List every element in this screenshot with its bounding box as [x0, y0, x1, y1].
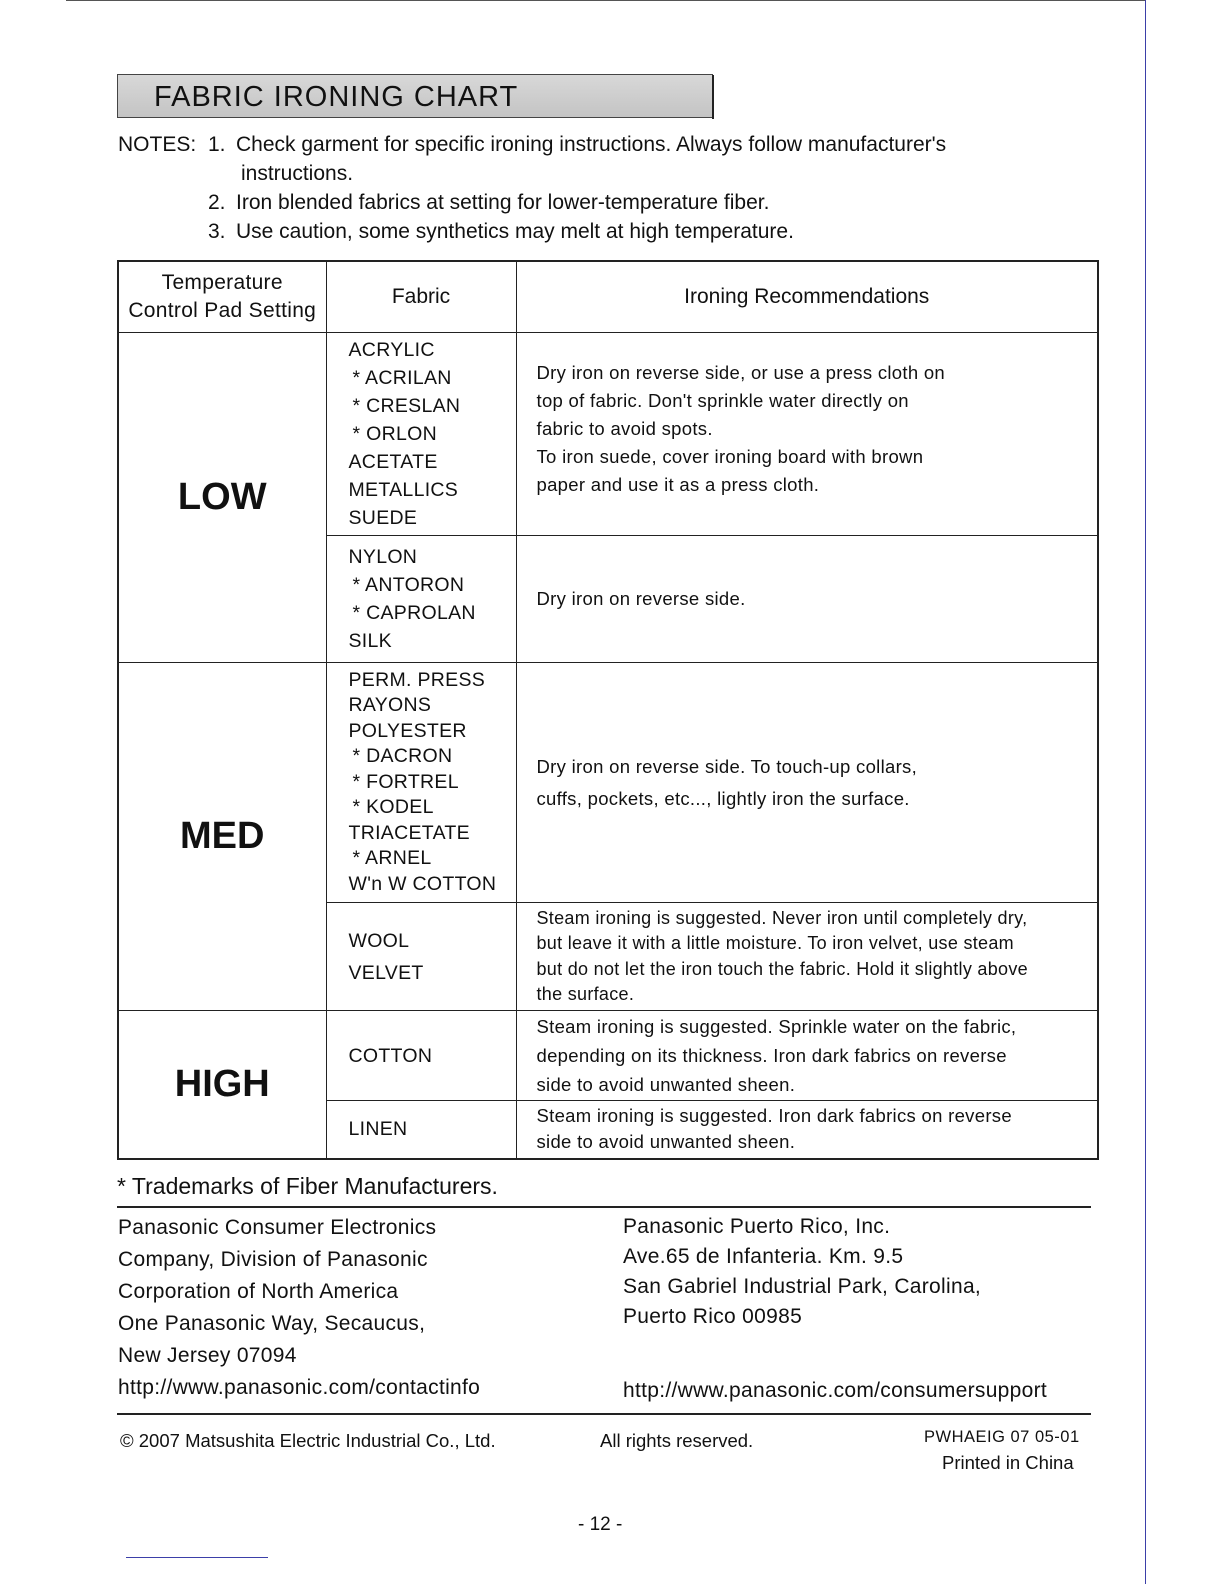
page-border-right — [1145, 0, 1146, 1584]
recommendation-line: side to avoid unwanted sheen. — [536, 1131, 796, 1153]
fabric-item: NYLON — [348, 546, 418, 568]
fabric-item: * ANTORON — [352, 574, 465, 596]
address-line: Panasonic Consumer Electronics — [118, 1216, 437, 1239]
recommendation-line: Dry iron on reverse side. To touch-up collars, — [536, 755, 918, 777]
notes-section — [118, 130, 1078, 246]
address-line: Company, Division of Panasonic — [118, 1248, 428, 1271]
setting-med: MED — [118, 663, 326, 1011]
address-line: Puerto Rico 00985 — [623, 1305, 803, 1328]
address-spacer — [623, 1332, 1047, 1376]
recommendation-line: but leave it with a little moisture. To iron velvet, use steam — [536, 933, 1014, 953]
fabric-list — [326, 1101, 516, 1159]
recommendation-line: cuffs, pockets, etc..., lightly iron the surface. — [536, 787, 910, 809]
fabric-item: SUEDE — [348, 507, 418, 529]
note-number: 1. — [208, 133, 226, 156]
address-line: New Jersey 07094 — [118, 1344, 297, 1367]
recommendation-cell — [516, 536, 1098, 663]
note-text-continued: instructions. — [241, 162, 354, 185]
fabric-item: ACETATE — [348, 451, 438, 473]
recommendation-line: depending on its thickness. Iron dark fabrics on reverse — [536, 1045, 1007, 1066]
note-text: Iron blended fabrics at setting for lower-temperature fiber. — [236, 191, 770, 214]
fabric-list — [326, 1011, 516, 1101]
note-text: Use caution, some synthetics may melt at high temperature. — [236, 220, 794, 243]
fabric-item: ACRYLIC — [348, 339, 435, 361]
recommendation-line: paper and use it as a press cloth. — [536, 474, 820, 495]
recommendation-line: but do not let the iron touch the fabric. Hold it slightly above — [536, 958, 1028, 979]
printed-in: Printed in China — [942, 1452, 1074, 1473]
address-line: Panasonic Puerto Rico, Inc. — [623, 1215, 891, 1238]
recommendation-cell — [516, 663, 1098, 903]
recommendation-cell — [516, 1011, 1098, 1101]
fabric-list — [326, 903, 516, 1011]
note-number: 2. — [208, 191, 226, 214]
address-us — [118, 1212, 480, 1404]
header-recommendations: Ironing Recommendations — [516, 261, 1098, 333]
fabric-list — [326, 536, 516, 663]
page-number: - 12 - — [578, 1514, 623, 1535]
fabric-item: WOOL — [348, 929, 410, 952]
recommendation-line: fabric to avoid spots. — [536, 418, 713, 439]
fabric-item: * KODEL — [352, 796, 434, 819]
contact-link[interactable]: http://www.panasonic.com/contactinfo — [118, 1376, 481, 1399]
fabric-item: TRIACETATE — [348, 821, 470, 844]
table-header-row — [118, 261, 1098, 333]
support-link[interactable]: http://www.panasonic.com/consumersupport — [623, 1379, 1048, 1402]
address-puerto-rico — [623, 1212, 1047, 1406]
recommendation-cell — [516, 1101, 1098, 1159]
fabric-item: * DACRON — [352, 745, 453, 768]
divider — [117, 1206, 1091, 1208]
address-line: San Gabriel Industrial Park, Carolina, — [623, 1275, 982, 1298]
page-border-fragment — [126, 1557, 268, 1558]
copyright: © 2007 Matsushita Electric Industrial Co., Ltd. — [120, 1430, 496, 1451]
fabric-item: LINEN — [348, 1118, 408, 1141]
table-row — [118, 1011, 1098, 1101]
title-banner-edge — [712, 75, 714, 119]
divider — [117, 1413, 1091, 1415]
recommendation-line: the surface. — [536, 984, 635, 1004]
rights-reserved: All rights reserved. — [600, 1430, 754, 1451]
header-fabric: Fabric — [326, 261, 516, 333]
note-text: Check garment for specific ironing instructions. Always follow manufacturer's — [236, 133, 947, 156]
address-line: Ave.65 de Infanteria. Km. 9.5 — [623, 1245, 904, 1268]
setting-low: LOW — [118, 333, 326, 663]
page-border-top — [66, 0, 1146, 1]
note-number: 3. — [208, 220, 226, 243]
recommendation-line: Steam ironing is suggested. Iron dark fabrics on reverse — [536, 1105, 1012, 1127]
notes-label: NOTES: — [118, 133, 197, 156]
header-setting: Temperature Control Pad Setting — [118, 261, 326, 333]
fabric-item: * FORTREL — [352, 770, 459, 793]
table-row — [118, 663, 1098, 903]
page-title: FABRIC IRONING CHART — [154, 81, 519, 113]
fabric-list — [326, 663, 516, 903]
fabric-item: RAYONS — [348, 694, 432, 717]
fabric-item: VELVET — [348, 961, 424, 984]
recommendation-cell — [516, 333, 1098, 536]
fabric-item: W'n W COTTON — [348, 872, 497, 895]
fabric-item: PERM. PRESS — [348, 668, 486, 691]
recommendation-cell — [516, 903, 1098, 1011]
table-row — [118, 333, 1098, 536]
fabric-item: * CRESLAN — [352, 395, 461, 417]
fabric-item: * ORLON — [352, 423, 437, 445]
address-line: Corporation of North America — [118, 1280, 399, 1303]
title-banner — [117, 74, 713, 118]
fabric-item: COTTON — [348, 1044, 433, 1067]
recommendation-line: top of fabric. Don't sprinkle water directly on — [536, 390, 909, 411]
recommendation-line: Steam ironing is suggested. Never iron until completely dry, — [536, 907, 1028, 928]
trademark-note: * Trademarks of Fiber Manufacturers. — [117, 1173, 498, 1199]
fabric-item: * CAPROLAN — [352, 602, 476, 624]
fabric-item: * ARNEL — [352, 847, 432, 870]
ironing-chart-table — [117, 260, 1099, 1160]
recommendation-line: Dry iron on reverse side. — [536, 588, 746, 609]
recommendation-line: Steam ironing is suggested. Sprinkle water on the fabric, — [536, 1016, 1017, 1037]
recommendation-line: side to avoid unwanted sheen. — [536, 1074, 796, 1095]
fabric-item: SILK — [348, 630, 392, 652]
fabric-item: METALLICS — [348, 479, 459, 501]
fabric-item: POLYESTER — [348, 719, 467, 742]
setting-high: HIGH — [118, 1011, 326, 1159]
recommendation-line: To iron suede, cover ironing board with brown — [536, 446, 924, 467]
fabric-item: * ACRILAN — [352, 367, 452, 389]
fabric-list — [326, 333, 516, 536]
document-code: PWHAEIG 07 05-01 — [924, 1428, 1080, 1446]
address-line: One Panasonic Way, Secaucus, — [118, 1312, 426, 1335]
recommendation-line: Dry iron on reverse side, or use a press cloth on — [536, 362, 946, 383]
